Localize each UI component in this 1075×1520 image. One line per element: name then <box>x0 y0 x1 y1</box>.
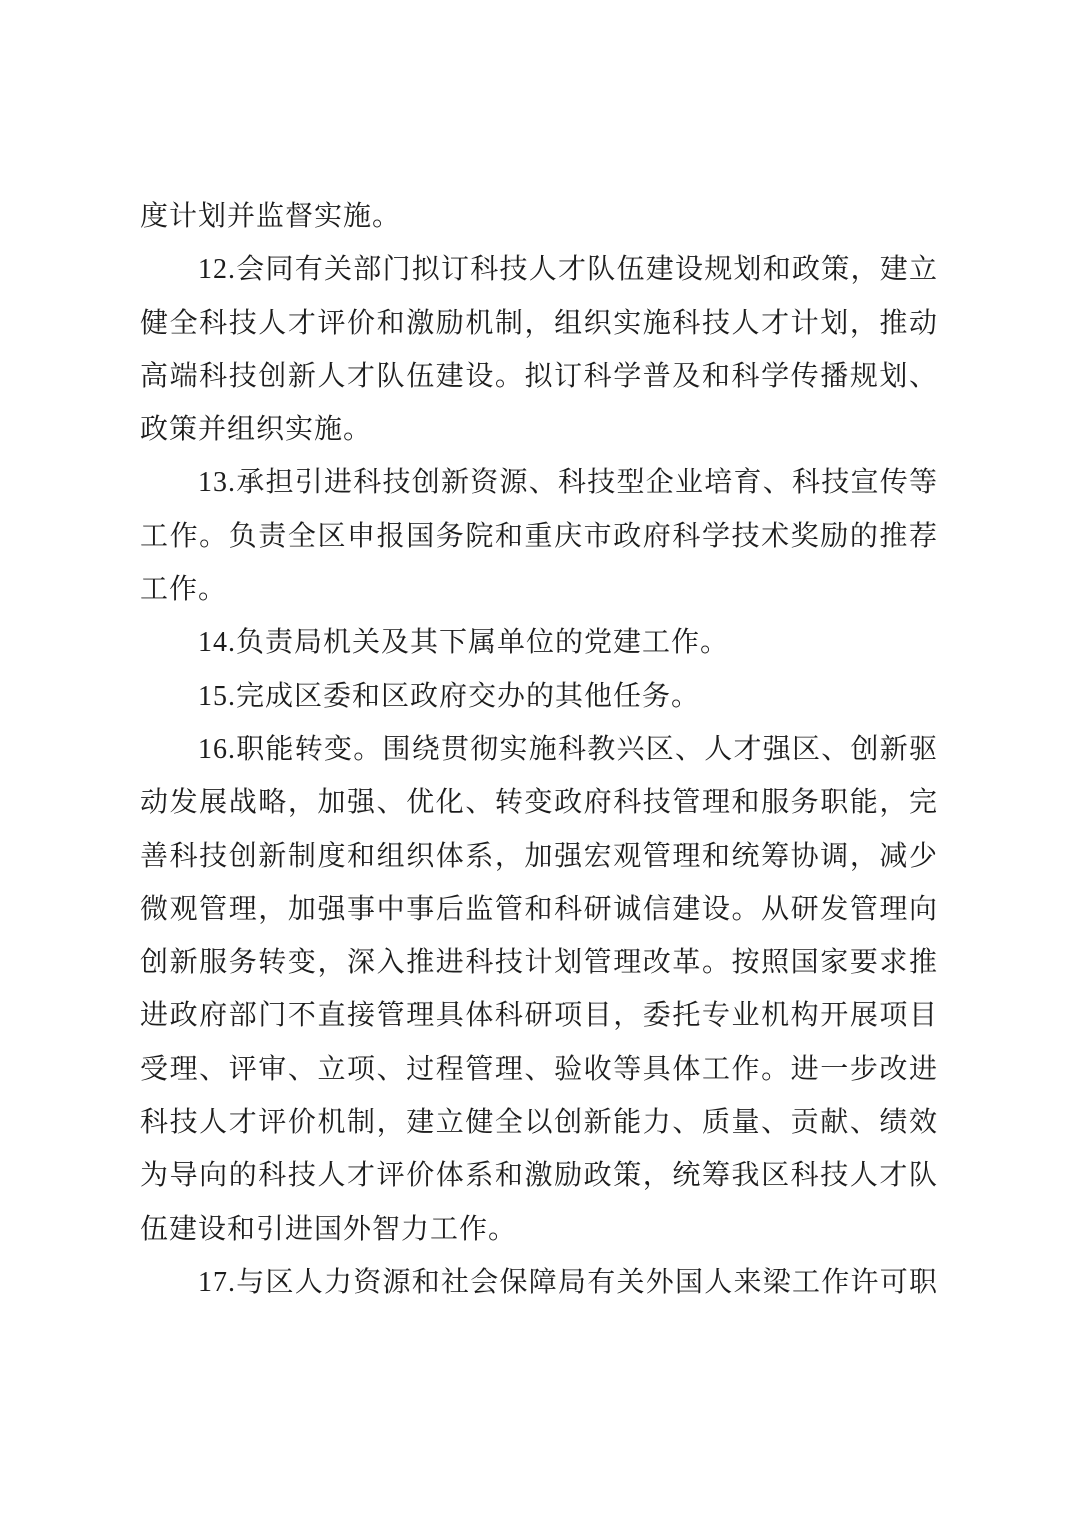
text-line: 健全科技人才评价和激励机制，组织实施科技人才计划，推动 <box>140 307 938 339</box>
text-line: 创新服务转变，深入推进科技计划管理改革。按照国家要求推 <box>140 947 938 979</box>
text-line: 高端科技创新人才队伍建设。拟订科学普及和科学传播规划、 <box>140 360 938 392</box>
text-line: 工作。负责全区申报国务院和重庆市政府科学技术奖励的推荐 <box>140 520 938 552</box>
text-line: 进政府部门不直接管理具体科研项目，委托专业机构开展项目 <box>140 1000 938 1032</box>
text-line: 15.完成区委和区政府交办的其他任务。 <box>198 680 701 712</box>
text-line: 动发展战略，加强、优化、转变政府科技管理和服务职能，完 <box>140 787 938 819</box>
text-line: 政策并组织实施。 <box>140 414 373 446</box>
text-line: 受理、评审、立项、过程管理、验收等具体工作。进一步改进 <box>140 1053 938 1085</box>
text-line: 伍建设和引进国外智力工作。 <box>140 1213 518 1245</box>
text-line: 14.负责局机关及其下属单位的党建工作。 <box>198 627 730 659</box>
text-line: 善科技创新制度和组织体系，加强宏观管理和统筹协调，减少 <box>140 840 938 872</box>
text-line: 科技人才评价机制，建立健全以创新能力、质量、贡献、绩效 <box>140 1107 938 1139</box>
text-line: 17.与区人力资源和社会保障局有关外国人来梁工作许可职 <box>198 1266 938 1298</box>
text-line: 13.承担引进科技创新资源、科技型企业培育、科技宣传等 <box>198 467 938 499</box>
text-line: 为导向的科技人才评价体系和激励政策，统筹我区科技人才队 <box>140 1160 938 1192</box>
text-line: 16.职能转变。围绕贯彻实施科教兴区、人才强区、创新驱 <box>198 733 938 765</box>
text-line: 工作。 <box>140 574 228 606</box>
document-body <box>140 190 938 1309</box>
text-line: 度计划并监督实施。 <box>140 201 402 232</box>
text-line: 12.会同有关部门拟订科技人才队伍建设规划和政策，建立 <box>198 254 938 286</box>
text-line: 微观管理，加强事中事后监管和科研诚信建设。从研发管理向 <box>140 893 938 925</box>
